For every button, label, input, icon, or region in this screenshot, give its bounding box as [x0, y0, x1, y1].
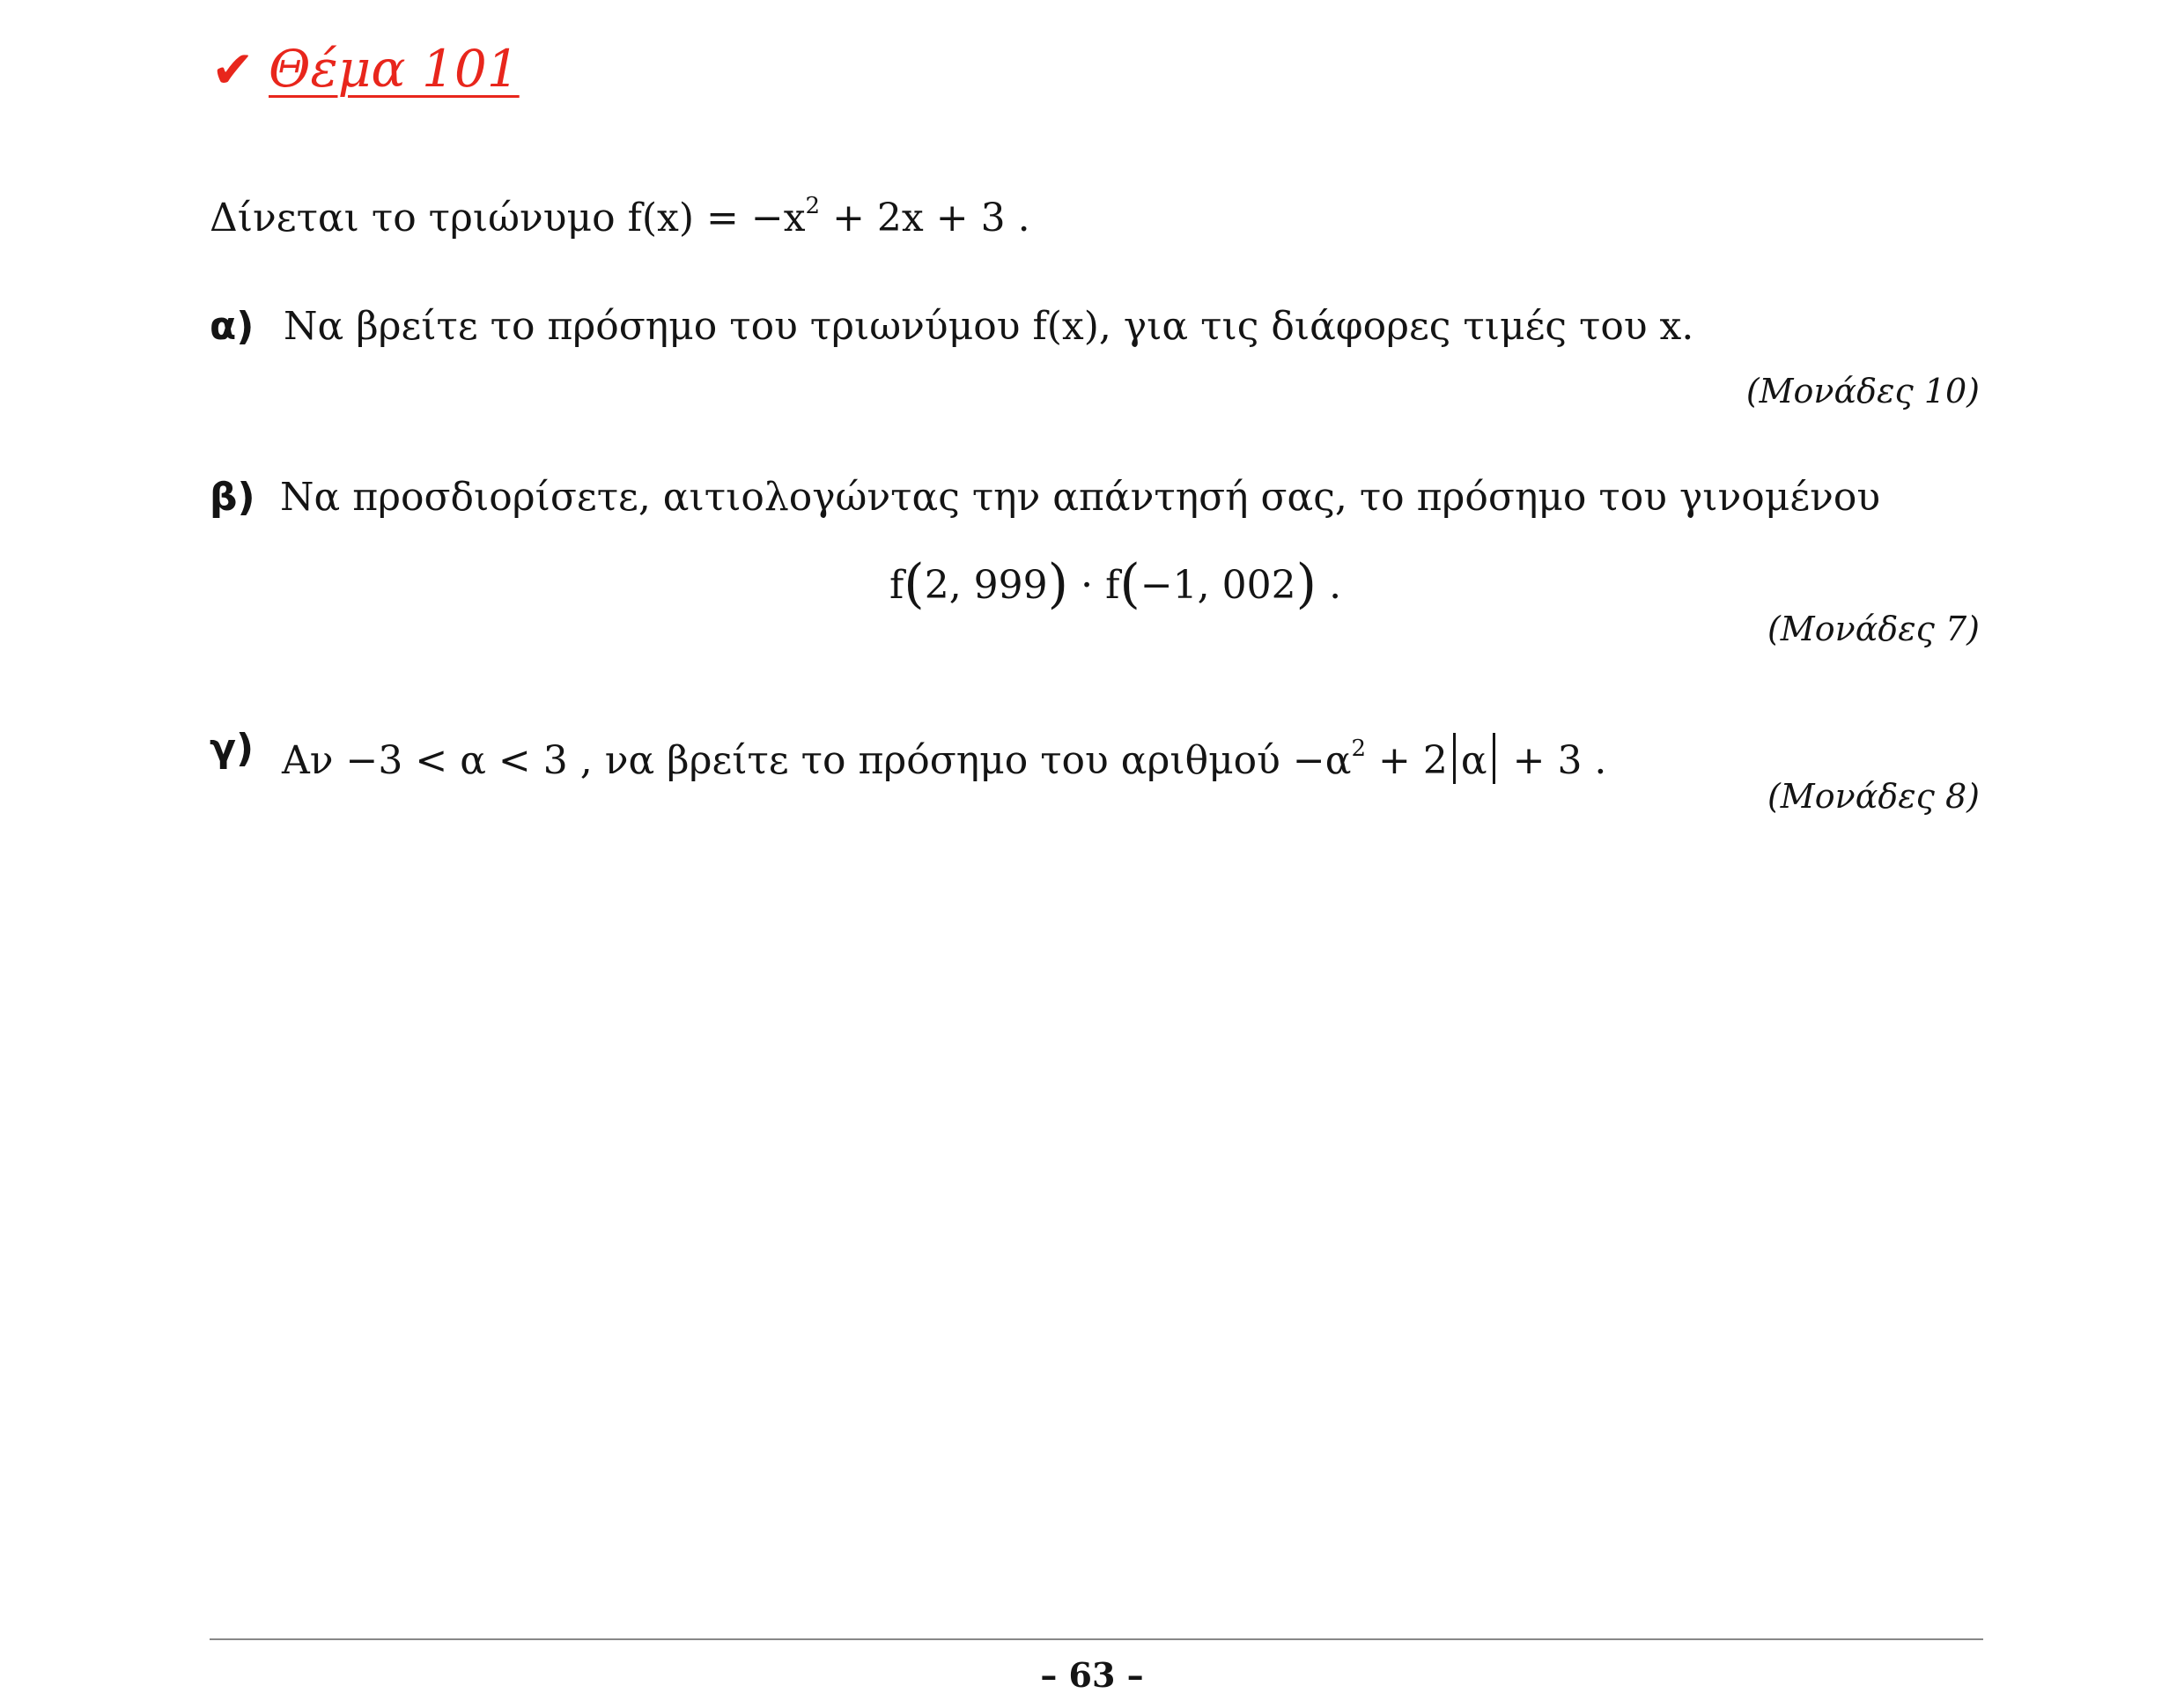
check-icon: ✔ [211, 40, 255, 100]
abs-bar-right [1493, 733, 1495, 784]
part-a-marks: (Μονάδες 10) [1745, 372, 1980, 410]
part-c-text: Αν −3 < α < 3 , να βρείτε το πρόσημο του αριθμού −α [282, 738, 1352, 783]
part-a-label: α) [210, 304, 255, 349]
expr-f1: f [889, 563, 904, 608]
expr-arg2: −1, 002 [1140, 563, 1296, 608]
part-c-mid: + 2 [1366, 738, 1448, 783]
abs-bar-left [1453, 733, 1456, 784]
page-number: – 63 – [1040, 1655, 1144, 1695]
intro-exponent: 2 [805, 193, 821, 219]
topic-title: Θέμα 101 [269, 39, 520, 99]
expr-end: . [1329, 563, 1342, 608]
intro-rest: + 2x + 3 . [820, 196, 1030, 240]
part-a-text: Να βρείτε το πρόσημο του τριωνύμου f(x), για τις διάφορες τιμές του x. [284, 304, 1694, 349]
part-c-abs-arg: α [1460, 738, 1487, 783]
paren-close-2: ) [1295, 553, 1317, 615]
intro-statement [210, 181, 1030, 243]
part-b-text: Να προσδιορίσετε, αιτιολογώντας την απάντησή σας, το πρόσημο του γινομένου [280, 475, 1881, 520]
part-c-marks: (Μονάδες 8) [1767, 777, 1980, 816]
intro-text: Δίνεται το τριώνυμο f(x) = −x [210, 196, 806, 240]
expr-dot: · [1081, 563, 1094, 608]
paren-open-2: ( [1119, 553, 1140, 615]
footer-divider [210, 1638, 1983, 1640]
part-c-statement [282, 724, 1606, 786]
part-b-label: β) [210, 475, 255, 520]
part-b-expression [889, 553, 1342, 615]
paren-close-1: ) [1047, 553, 1069, 615]
expr-arg1: 2, 999 [924, 563, 1048, 608]
part-c-label: γ) [210, 726, 255, 771]
expr-f2: f [1105, 563, 1120, 608]
part-c-exponent: 2 [1351, 736, 1367, 762]
part-c-end: + 3 . [1500, 738, 1607, 783]
paren-open-1: ( [904, 553, 925, 615]
part-b-marks: (Μονάδες 7) [1767, 610, 1980, 648]
